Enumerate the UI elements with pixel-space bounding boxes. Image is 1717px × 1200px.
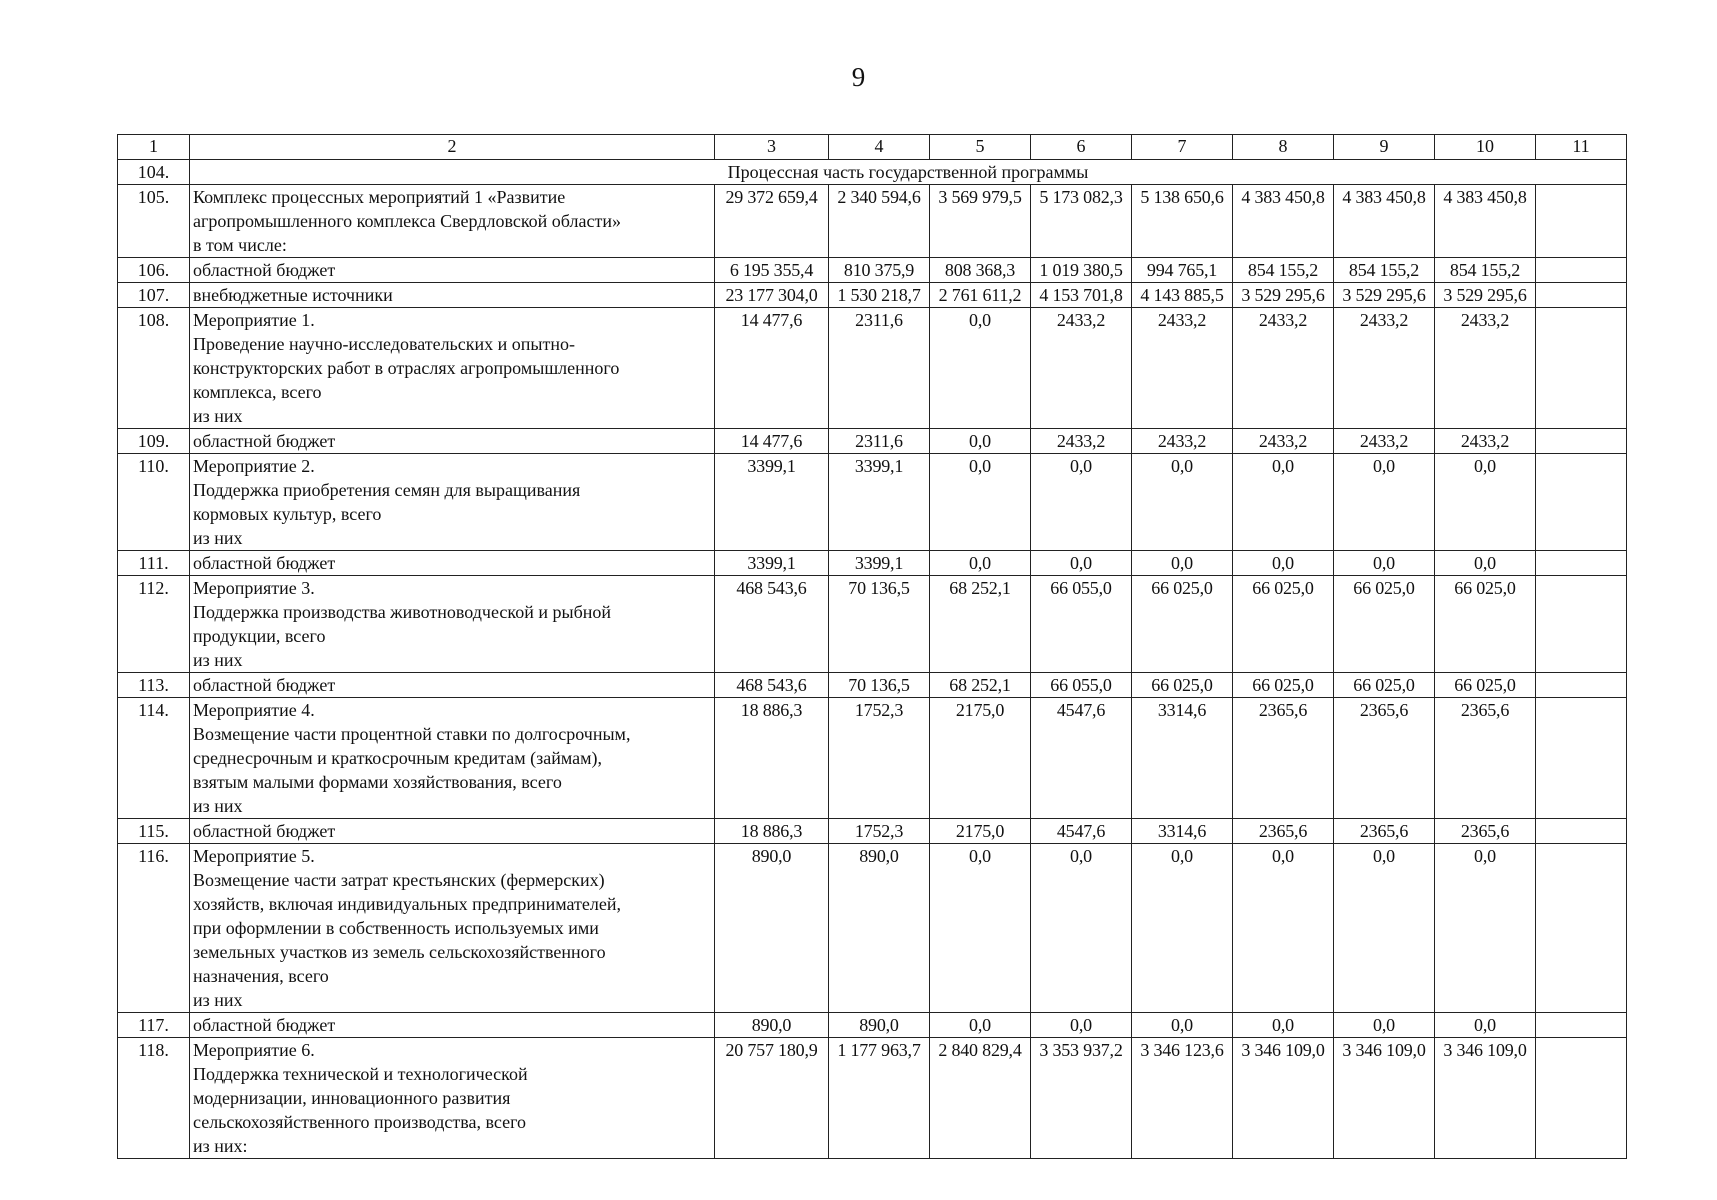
value-cell: 0,0 <box>930 1013 1031 1038</box>
column-header: 4 <box>829 135 930 160</box>
value-cell: 890,0 <box>715 844 829 1013</box>
value-cell: 3 529 295,6 <box>1233 283 1334 308</box>
column-number-header-row <box>118 135 1627 160</box>
value-cell: 2 840 829,4 <box>930 1038 1031 1159</box>
value-cell: 0,0 <box>1435 1013 1536 1038</box>
row-description <box>190 1038 715 1159</box>
value-cell: 66 025,0 <box>1233 576 1334 673</box>
value-cell: 2175,0 <box>930 819 1031 844</box>
value-cell: 890,0 <box>829 844 930 1013</box>
table-row <box>118 551 1627 576</box>
value-cell: 0,0 <box>1334 454 1435 551</box>
section-title: Процессная часть государственной программы <box>190 160 1627 185</box>
value-cell: 4 383 450,8 <box>1435 185 1536 258</box>
value-cell: 2311,6 <box>829 429 930 454</box>
value-cell <box>1536 844 1627 1013</box>
table-row <box>118 1038 1627 1159</box>
description-line: из них <box>193 528 243 548</box>
value-cell: 0,0 <box>1334 551 1435 576</box>
table-row <box>118 308 1627 429</box>
row-description <box>190 308 715 429</box>
description-line: комплекса, всего <box>193 382 322 402</box>
value-cell: 0,0 <box>1031 454 1132 551</box>
column-header: 3 <box>715 135 829 160</box>
value-cell: 4 153 701,8 <box>1031 283 1132 308</box>
value-cell: 0,0 <box>1031 1013 1132 1038</box>
row-description <box>190 551 715 576</box>
value-cell: 4547,6 <box>1031 819 1132 844</box>
description-line: Мероприятие 6. <box>193 1040 315 1060</box>
description-line: областной бюджет <box>193 431 336 451</box>
value-cell: 2175,0 <box>930 698 1031 819</box>
table-row <box>118 258 1627 283</box>
description-line: модернизации, инновационного развития <box>193 1088 511 1108</box>
description-line: взятым малыми формами хозяйствования, всего <box>193 772 562 792</box>
table-row <box>118 454 1627 551</box>
description-line: агропромышленного комплекса Свердловской области» <box>193 211 621 231</box>
description-line: хозяйств, включая индивидуальных предпринимателей, <box>193 894 622 914</box>
column-header: 11 <box>1536 135 1627 160</box>
value-cell: 2433,2 <box>1334 308 1435 429</box>
value-cell: 0,0 <box>1334 844 1435 1013</box>
value-cell: 2433,2 <box>1435 308 1536 429</box>
value-cell: 18 886,3 <box>715 698 829 819</box>
row-number: 110. <box>118 454 190 551</box>
table-row <box>118 673 1627 698</box>
description-line: Проведение научно-исследовательских и опытно- <box>193 334 575 354</box>
value-cell <box>1536 1038 1627 1159</box>
value-cell <box>1536 308 1627 429</box>
row-description <box>190 673 715 698</box>
value-cell: 0,0 <box>1132 1013 1233 1038</box>
row-description <box>190 429 715 454</box>
table-row <box>118 283 1627 308</box>
row-number: 117. <box>118 1013 190 1038</box>
column-header: 9 <box>1334 135 1435 160</box>
value-cell: 18 886,3 <box>715 819 829 844</box>
value-cell: 0,0 <box>1233 1013 1334 1038</box>
value-cell: 3 529 295,6 <box>1334 283 1435 308</box>
value-cell: 2 340 594,6 <box>829 185 930 258</box>
value-cell: 468 543,6 <box>715 576 829 673</box>
description-line: из них <box>193 796 243 816</box>
value-cell: 1 177 963,7 <box>829 1038 930 1159</box>
row-description <box>190 185 715 258</box>
value-cell <box>1536 551 1627 576</box>
value-cell: 66 025,0 <box>1132 576 1233 673</box>
value-cell: 66 025,0 <box>1334 673 1435 698</box>
value-cell: 0,0 <box>1233 454 1334 551</box>
description-line: Поддержка приобретения семян для выращивания <box>193 480 581 500</box>
description-line: Поддержка технической и технологической <box>193 1064 528 1084</box>
row-description <box>190 844 715 1013</box>
value-cell: 2365,6 <box>1233 819 1334 844</box>
row-description <box>190 283 715 308</box>
row-number: 108. <box>118 308 190 429</box>
description-line: Поддержка производства животноводческой и рыбной <box>193 602 611 622</box>
value-cell: 2433,2 <box>1435 429 1536 454</box>
description-line: сельскохозяйственного производства, всего <box>193 1112 527 1132</box>
value-cell: 890,0 <box>715 1013 829 1038</box>
value-cell <box>1536 819 1627 844</box>
section-row <box>118 160 1627 185</box>
description-line: Мероприятие 1. <box>193 310 315 330</box>
value-cell: 3 346 109,0 <box>1233 1038 1334 1159</box>
value-cell: 468 543,6 <box>715 673 829 698</box>
value-cell: 2433,2 <box>1132 308 1233 429</box>
description-line: назначения, всего <box>193 966 329 986</box>
page-number: 9 <box>851 62 866 92</box>
value-cell: 66 055,0 <box>1031 673 1132 698</box>
row-description <box>190 454 715 551</box>
table-row <box>118 819 1627 844</box>
value-cell: 4 383 450,8 <box>1334 185 1435 258</box>
row-description <box>190 576 715 673</box>
value-cell: 2365,6 <box>1435 698 1536 819</box>
value-cell: 810 375,9 <box>829 258 930 283</box>
description-line: при оформлении в собственность используемых ими <box>193 918 599 938</box>
value-cell: 66 055,0 <box>1031 576 1132 673</box>
column-header: 2 <box>190 135 715 160</box>
description-line: Возмещение части затрат крестьянских (фермерских) <box>193 870 605 890</box>
value-cell: 4 383 450,8 <box>1233 185 1334 258</box>
value-cell: 3399,1 <box>715 454 829 551</box>
value-cell: 0,0 <box>930 551 1031 576</box>
description-line: Мероприятие 3. <box>193 578 315 598</box>
value-cell: 854 155,2 <box>1435 258 1536 283</box>
value-cell: 6 195 355,4 <box>715 258 829 283</box>
value-cell: 3 346 109,0 <box>1435 1038 1536 1159</box>
description-line: среднесрочным и краткосрочным кредитам (займам), <box>193 748 603 768</box>
table-row <box>118 429 1627 454</box>
value-cell <box>1536 576 1627 673</box>
value-cell: 1752,3 <box>829 698 930 819</box>
value-cell: 2365,6 <box>1334 819 1435 844</box>
value-cell: 2433,2 <box>1233 429 1334 454</box>
value-cell: 66 025,0 <box>1132 673 1233 698</box>
description-line: в том числе: <box>193 235 287 255</box>
value-cell: 0,0 <box>1031 844 1132 1013</box>
value-cell: 3 346 123,6 <box>1132 1038 1233 1159</box>
value-cell: 3399,1 <box>829 551 930 576</box>
row-description <box>190 698 715 819</box>
value-cell: 3399,1 <box>715 551 829 576</box>
value-cell <box>1536 673 1627 698</box>
row-number: 113. <box>118 673 190 698</box>
value-cell <box>1536 454 1627 551</box>
value-cell: 0,0 <box>1132 844 1233 1013</box>
value-cell <box>1536 1013 1627 1038</box>
value-cell: 2433,2 <box>1031 429 1132 454</box>
description-line: кормовых культур, всего <box>193 504 382 524</box>
value-cell: 2433,2 <box>1132 429 1233 454</box>
table-row <box>118 698 1627 819</box>
value-cell: 3399,1 <box>829 454 930 551</box>
value-cell: 0,0 <box>930 844 1031 1013</box>
value-cell: 14 477,6 <box>715 308 829 429</box>
value-cell: 3 353 937,2 <box>1031 1038 1132 1159</box>
description-line: из них <box>193 406 243 426</box>
description-line: областной бюджет <box>193 260 336 280</box>
value-cell: 2433,2 <box>1233 308 1334 429</box>
description-line: из них <box>193 650 243 670</box>
description-line: из них: <box>193 1136 248 1156</box>
description-line: Мероприятие 4. <box>193 700 315 720</box>
value-cell: 29 372 659,4 <box>715 185 829 258</box>
value-cell: 0,0 <box>1233 844 1334 1013</box>
value-cell: 854 155,2 <box>1334 258 1435 283</box>
value-cell <box>1536 283 1627 308</box>
table-row <box>118 185 1627 258</box>
table-row <box>118 844 1627 1013</box>
row-description <box>190 819 715 844</box>
value-cell: 3 569 979,5 <box>930 185 1031 258</box>
row-number: 109. <box>118 429 190 454</box>
row-description <box>190 1013 715 1038</box>
column-header: 1 <box>118 135 190 160</box>
row-number: 105. <box>118 185 190 258</box>
value-cell: 0,0 <box>1132 454 1233 551</box>
value-cell: 1752,3 <box>829 819 930 844</box>
description-line: областной бюджет <box>193 1015 336 1035</box>
description-line: из них <box>193 990 243 1010</box>
value-cell: 2433,2 <box>1031 308 1132 429</box>
value-cell: 14 477,6 <box>715 429 829 454</box>
value-cell: 3 346 109,0 <box>1334 1038 1435 1159</box>
value-cell: 1 019 380,5 <box>1031 258 1132 283</box>
value-cell: 68 252,1 <box>930 673 1031 698</box>
value-cell: 0,0 <box>1435 454 1536 551</box>
value-cell: 994 765,1 <box>1132 258 1233 283</box>
value-cell: 0,0 <box>1132 551 1233 576</box>
value-cell: 4547,6 <box>1031 698 1132 819</box>
value-cell: 0,0 <box>930 454 1031 551</box>
value-cell <box>1536 258 1627 283</box>
column-header: 10 <box>1435 135 1536 160</box>
value-cell: 66 025,0 <box>1435 673 1536 698</box>
column-header: 8 <box>1233 135 1334 160</box>
value-cell: 2365,6 <box>1435 819 1536 844</box>
value-cell: 0,0 <box>930 429 1031 454</box>
row-number: 114. <box>118 698 190 819</box>
value-cell: 5 173 082,3 <box>1031 185 1132 258</box>
value-cell: 1 530 218,7 <box>829 283 930 308</box>
description-line: Мероприятие 2. <box>193 456 315 476</box>
value-cell: 0,0 <box>1334 1013 1435 1038</box>
value-cell: 2365,6 <box>1233 698 1334 819</box>
row-number: 118. <box>118 1038 190 1159</box>
value-cell: 0,0 <box>1031 551 1132 576</box>
row-number: 107. <box>118 283 190 308</box>
value-cell <box>1536 698 1627 819</box>
value-cell <box>1536 185 1627 258</box>
description-line: внебюджетные источники <box>193 285 393 305</box>
value-cell: 808 368,3 <box>930 258 1031 283</box>
value-cell: 0,0 <box>1435 551 1536 576</box>
value-cell: 20 757 180,9 <box>715 1038 829 1159</box>
description-line: областной бюджет <box>193 553 336 573</box>
value-cell: 2311,6 <box>829 308 930 429</box>
value-cell: 2365,6 <box>1334 698 1435 819</box>
column-header: 5 <box>930 135 1031 160</box>
value-cell: 66 025,0 <box>1233 673 1334 698</box>
row-number: 106. <box>118 258 190 283</box>
row-number: 116. <box>118 844 190 1013</box>
value-cell: 854 155,2 <box>1233 258 1334 283</box>
table-row <box>118 1013 1627 1038</box>
value-cell: 0,0 <box>1435 844 1536 1013</box>
value-cell: 2 761 611,2 <box>930 283 1031 308</box>
description-line: областной бюджет <box>193 675 336 695</box>
value-cell: 70 136,5 <box>829 673 930 698</box>
value-cell: 68 252,1 <box>930 576 1031 673</box>
value-cell: 66 025,0 <box>1334 576 1435 673</box>
value-cell: 890,0 <box>829 1013 930 1038</box>
value-cell: 3314,6 <box>1132 819 1233 844</box>
column-header: 6 <box>1031 135 1132 160</box>
value-cell: 3 529 295,6 <box>1435 283 1536 308</box>
description-line: областной бюджет <box>193 821 336 841</box>
description-line: Мероприятие 5. <box>193 846 315 866</box>
value-cell <box>1536 429 1627 454</box>
row-number: 111. <box>118 551 190 576</box>
row-description <box>190 258 715 283</box>
value-cell: 70 136,5 <box>829 576 930 673</box>
value-cell: 0,0 <box>930 308 1031 429</box>
description-line: земельных участков из земель сельскохозяйственного <box>193 942 606 962</box>
description-line: Комплекс процессных мероприятий 1 «Развитие <box>193 187 566 207</box>
value-cell: 5 138 650,6 <box>1132 185 1233 258</box>
value-cell: 2433,2 <box>1334 429 1435 454</box>
value-cell: 0,0 <box>1233 551 1334 576</box>
description-line: продукции, всего <box>193 626 326 646</box>
value-cell: 66 025,0 <box>1435 576 1536 673</box>
column-header: 7 <box>1132 135 1233 160</box>
row-number: 112. <box>118 576 190 673</box>
row-number: 104. <box>118 160 190 185</box>
value-cell: 23 177 304,0 <box>715 283 829 308</box>
description-line: конструкторских работ в отраслях агропромышленного <box>193 358 620 378</box>
table-row <box>118 576 1627 673</box>
description-line: Возмещение части процентной ставки по долгосрочным, <box>193 724 631 744</box>
value-cell: 3314,6 <box>1132 698 1233 819</box>
row-number: 115. <box>118 819 190 844</box>
value-cell: 4 143 885,5 <box>1132 283 1233 308</box>
program-financing-table <box>117 134 1627 1159</box>
